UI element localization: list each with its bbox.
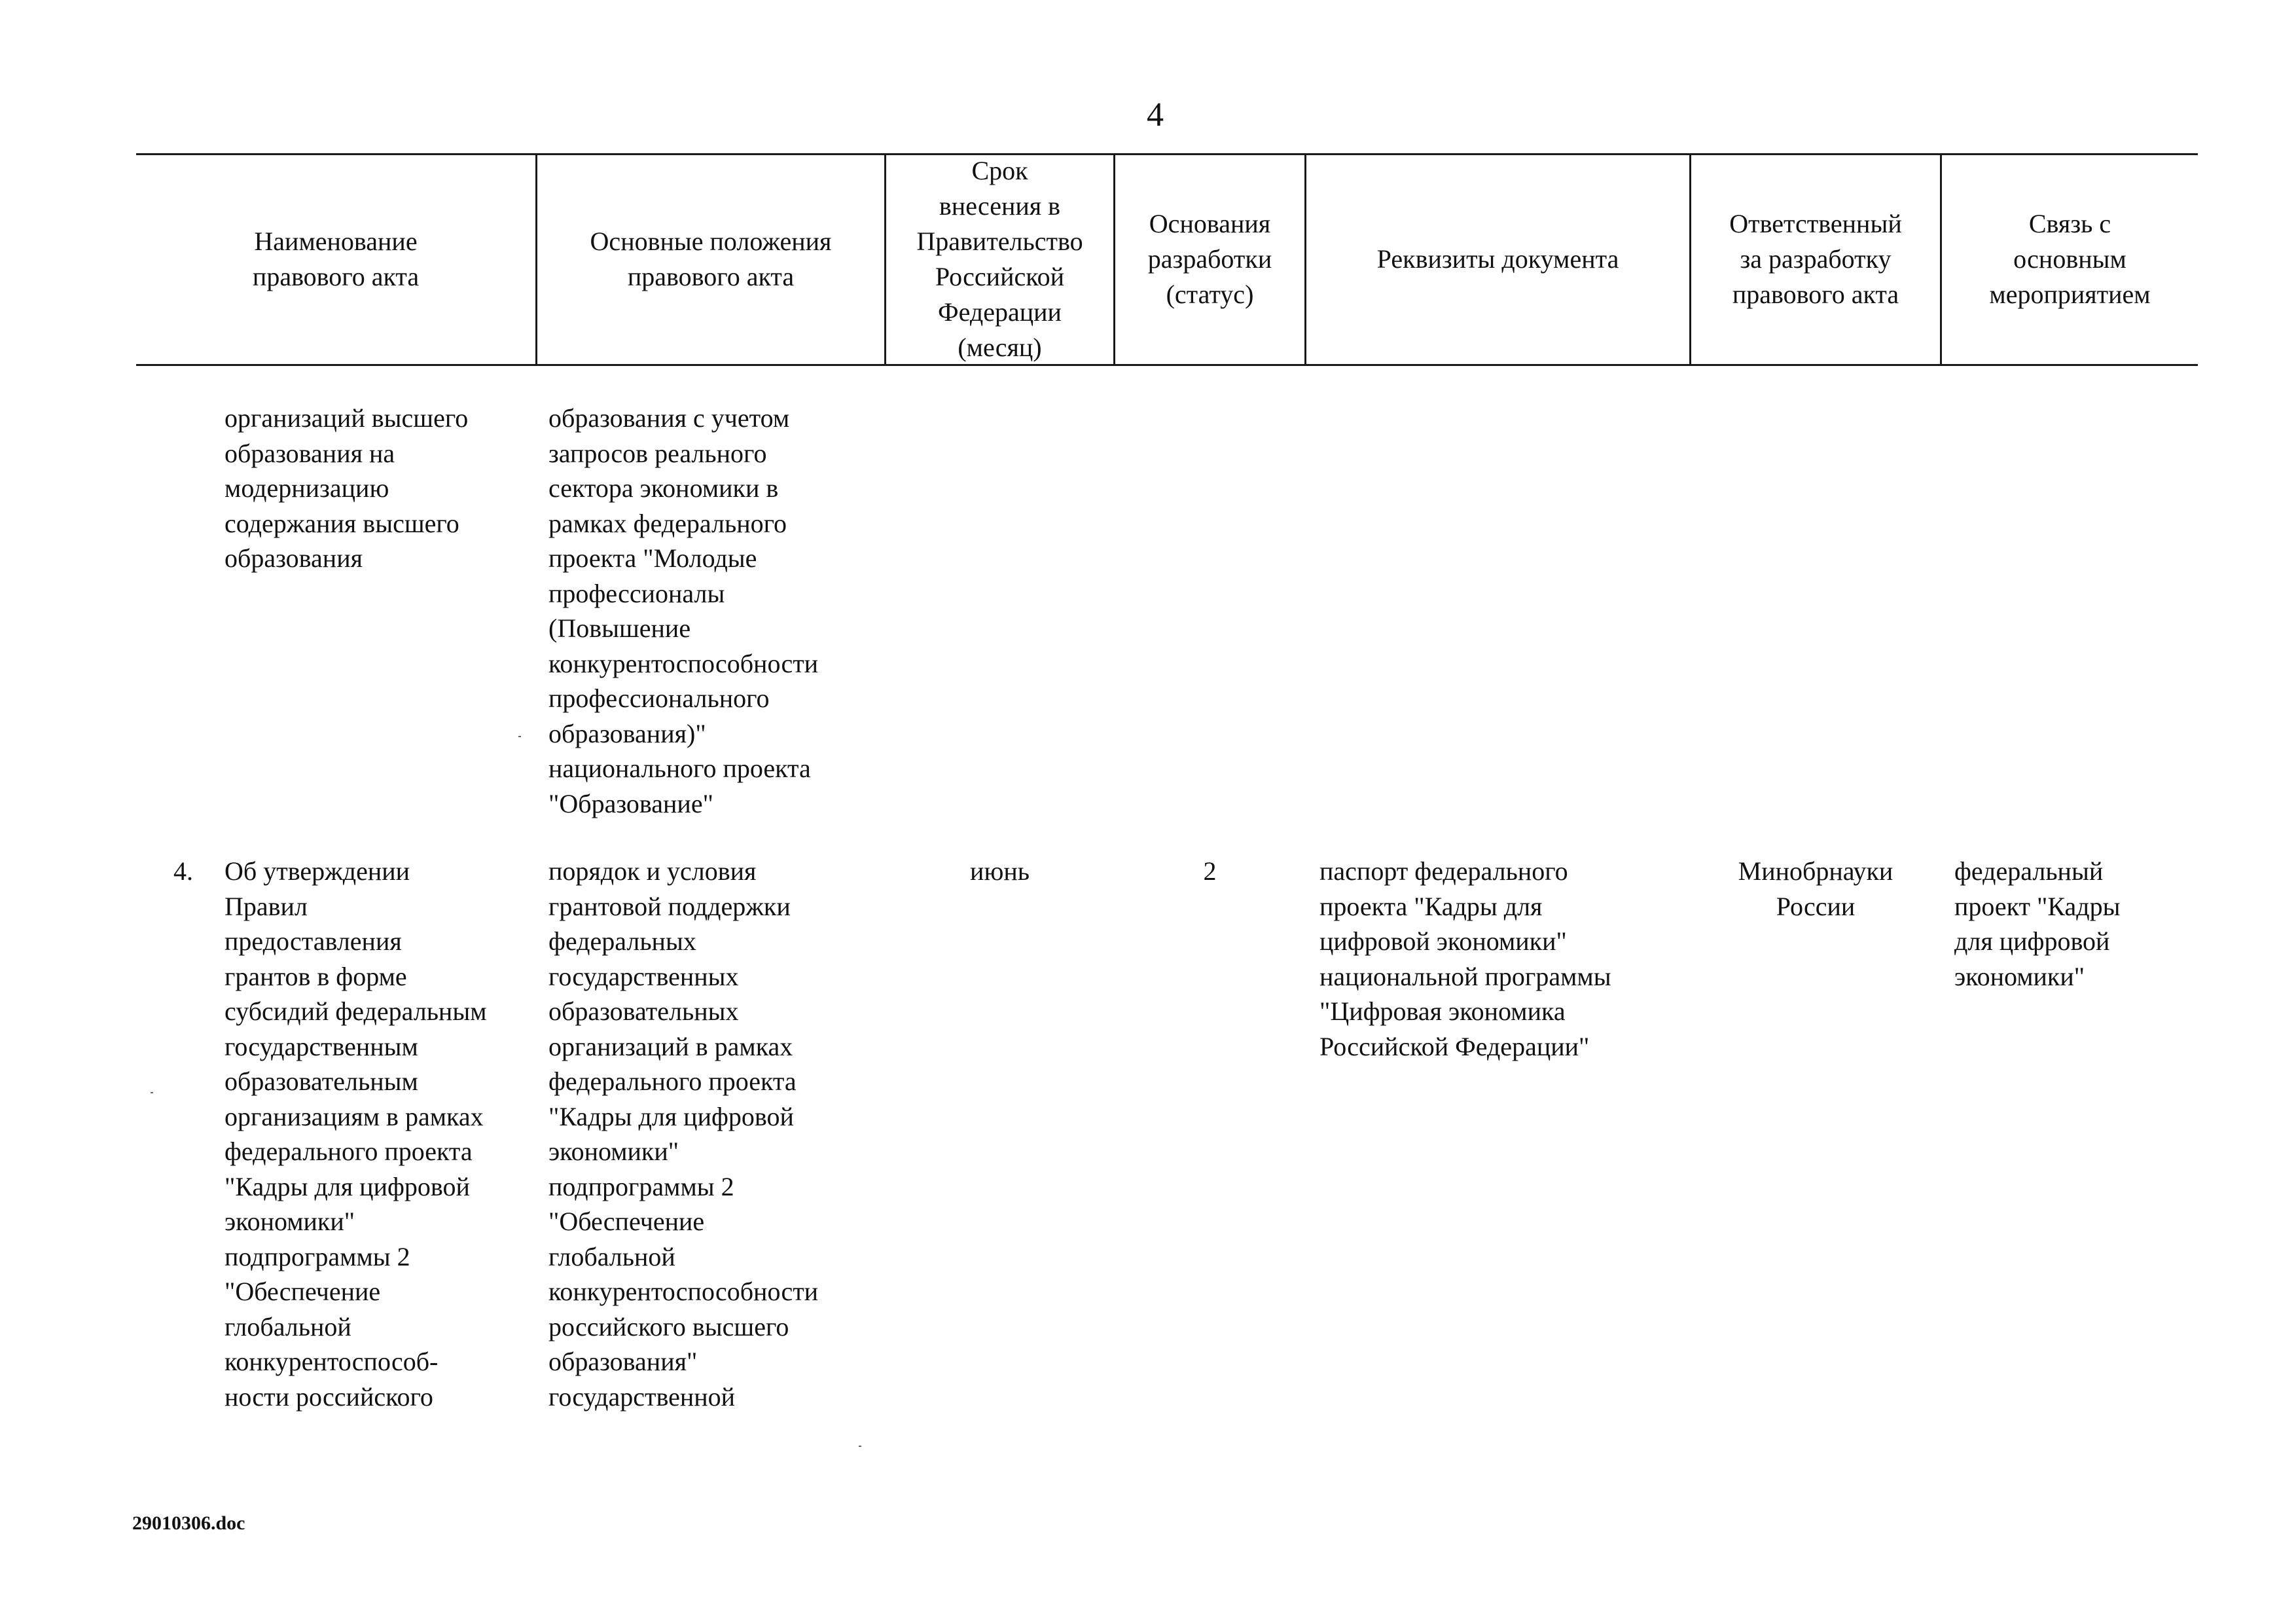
row-4-act-name: Об утверждении Правил предоставления грантов в форме субсидий федеральным государственным образовательным организациям в рамках федерального проекта "Кадры для цифровой экономики" подпрограммы 2 "Обеспечение глобальной конкурентоспособ- ности российского <box>224 856 487 1412</box>
row-4-deadline: июнь <box>970 856 1030 886</box>
row-4-number: 4. <box>173 856 193 886</box>
scan-speck <box>859 1446 861 1447</box>
header-link-to-main-activity: Связь с основным мероприятием <box>1989 209 2151 309</box>
row-1-provisions: образования с учетом запросов реального сектора экономики в рамках федерального проекта "Молодые профессионалы (Повышение конкурентоспособности профессионального образования)" национального проекта "Образование" <box>548 403 819 818</box>
header-act-name: Наименование правового акта <box>252 227 420 291</box>
row-4-basis: 2 <box>1203 856 1217 886</box>
table-header-bottom-rule <box>136 364 2198 366</box>
header-responsible: Ответственный за разработку правового акта <box>1729 209 1902 309</box>
row-4-requisites: паспорт федерального проекта "Кадры для цифровой экономики" национальной программы "Цифровая экономика Российской Федерации" <box>1319 856 1611 1061</box>
document-file-code: 29010306.doc <box>132 1512 245 1534</box>
row-1-act-name: организаций высшего образования на модернизацию содержания высшего образования <box>224 403 469 573</box>
scan-speck <box>518 736 521 737</box>
row-4-responsible: Минобрнауки России <box>1738 856 1893 921</box>
row-4-provisions: порядок и условия грантовой поддержки федеральных государственных образовательных организаций в рамках федерального проекта "Кадры для цифровой экономики" подпрограммы 2 "Обеспечение глобальной конкурентоспособности российского высшего образования" государственной <box>548 856 819 1412</box>
row-4-link: федеральный проект "Кадры для цифровой экономики" <box>1954 856 2121 991</box>
scan-speck <box>151 1092 153 1093</box>
header-development-basis: Основания разработки (статус) <box>1147 209 1272 309</box>
page-number: 4 <box>1147 96 1164 134</box>
header-document-requisites: Реквизиты документа <box>1376 244 1619 274</box>
header-main-provisions: Основные положения правового акта <box>590 227 832 291</box>
header-submission-deadline: Срок внесения в Правительство Российской Федерации (месяц) <box>916 156 1083 362</box>
